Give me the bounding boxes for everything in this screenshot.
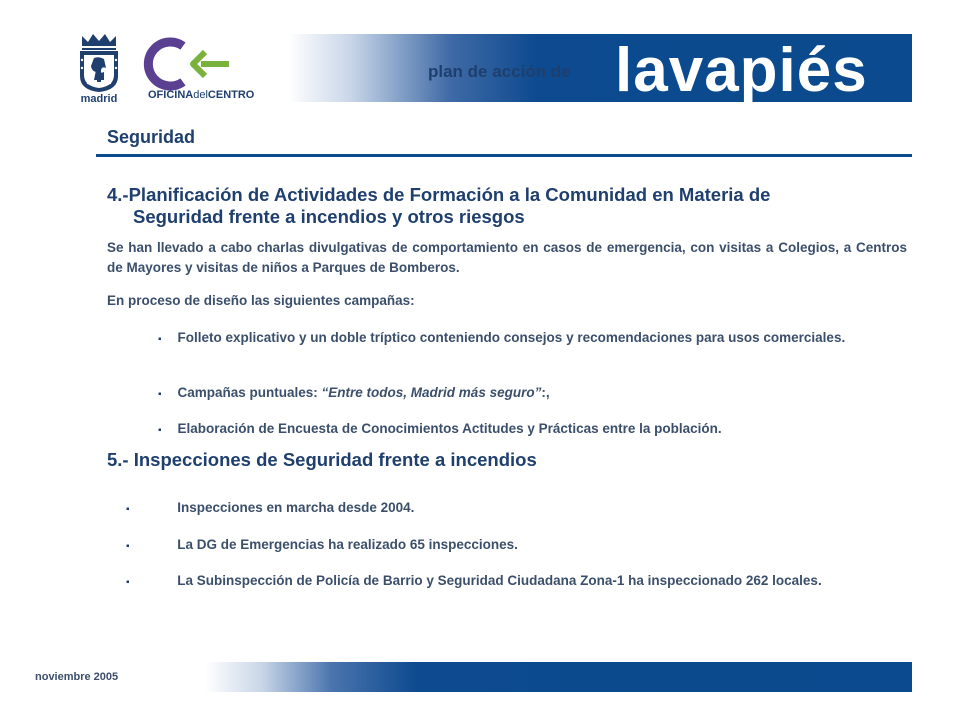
item4-heading-line2: Seguridad frente a incendios y otros riesgos <box>133 206 525 227</box>
item4-bullet-2-quote: “Entre todos, Madrid más seguro” <box>321 385 542 400</box>
section-title: Seguridad <box>107 127 196 147</box>
bullet-square-icon: ▪ <box>126 541 130 552</box>
bullet-square-icon: ▪ <box>158 389 162 400</box>
footer-date: noviembre 2005 <box>35 671 119 683</box>
bullet-square-icon: ▪ <box>126 577 130 588</box>
madrid-logo-text: madrid <box>80 93 118 105</box>
item4-bullet-3-text: Elaboración de Encuesta de Conocimientos Actitudes y Prácticas entre la población. <box>177 421 722 436</box>
section-divider <box>96 154 912 157</box>
centro-word: CENTRO <box>207 89 255 101</box>
bullet-square-icon: ▪ <box>158 425 162 436</box>
item5-bullet-2-text: La DG de Emergencias ha realizado 65 inspecciones. <box>177 537 518 552</box>
item4-heading-line1: 4.-Planificación de Actividades de Formación a la Comunidad en Materia de <box>107 184 771 205</box>
oficina-word: OFICINA <box>148 89 194 101</box>
item4-bullet-2-prefix: Campañas puntuales: <box>177 385 322 400</box>
item5-heading: 5.- Inspecciones de Seguridad frente a incendios <box>107 449 537 470</box>
item4-bullet-2-suffix: :, <box>541 385 550 400</box>
item4-bullet-2 <box>158 383 878 405</box>
item5-bullet-3 <box>126 571 884 593</box>
oficina-logo-text <box>148 89 254 101</box>
item5-bullet-3-text: La Subinspección de Policía de Barrio y Seguridad Ciudadana Zona-1 ha inspeccionado 262 locales. <box>177 573 822 588</box>
plan-label: plan de acción de <box>428 62 571 81</box>
bullet-square-icon: ▪ <box>126 504 130 515</box>
item4-bullet-1-text: Folleto explicativo y un doble tríptico conteniendo consejos y recomendaciones para usos comerciales. <box>177 330 846 345</box>
item4-paragraph-1: Se han llevado a cabo charlas divulgativas de comportamiento en casos de emergencia, con visitas a Colegios, a Centros de Mayores y visitas de niños a Parques de Bomberos. <box>107 240 907 275</box>
del-word: del <box>193 89 208 101</box>
bullet-square-icon: ▪ <box>158 334 162 345</box>
item5-bullet-2 <box>126 535 884 557</box>
item4-paragraph-2: En proceso de diseño las siguientes campañas: <box>107 293 415 308</box>
item5-bullet-1-text: Inspecciones en marcha desde 2004. <box>177 500 415 515</box>
item4-bullet-3 <box>158 419 878 441</box>
brand-title: lavapiés <box>615 40 868 104</box>
footer-band <box>205 662 912 692</box>
item4-bullet-1 <box>158 328 878 350</box>
item4-heading <box>107 184 907 228</box>
item5-bullet-1 <box>126 498 884 520</box>
